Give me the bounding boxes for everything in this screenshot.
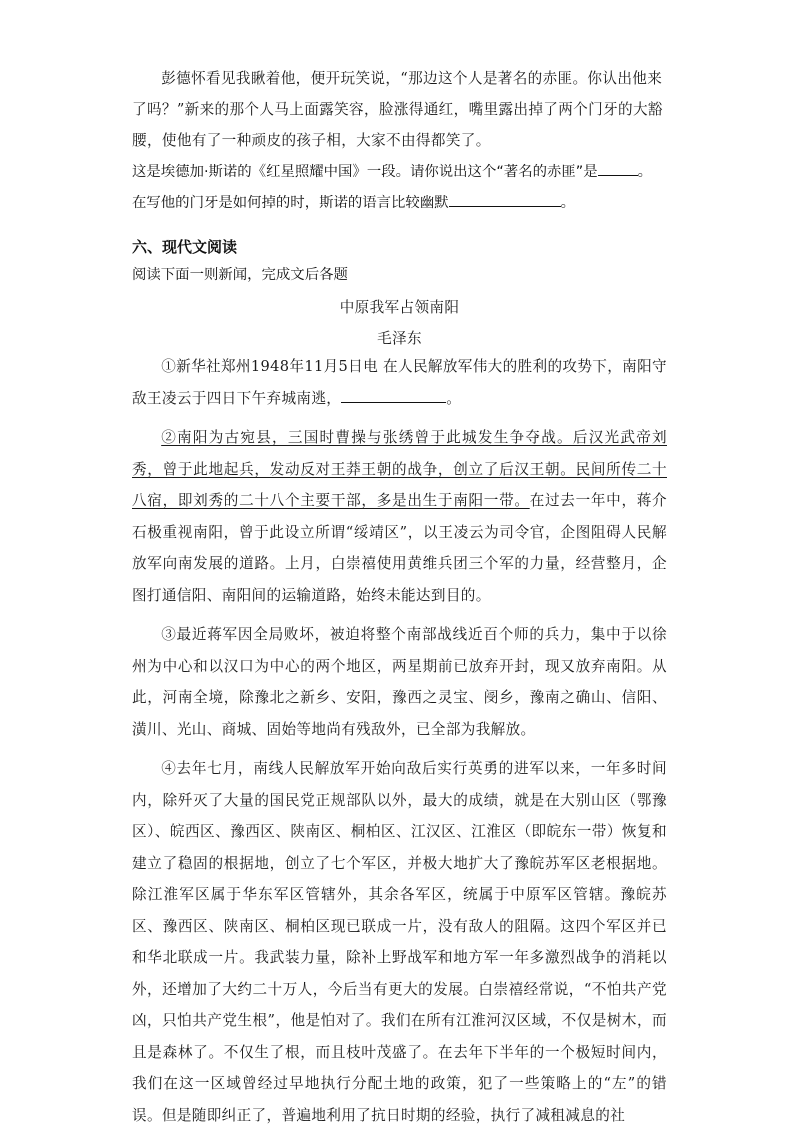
section-instruction: 阅读下面一则新闻，完成文后各题 <box>132 267 348 283</box>
quoted-passage-text: 彭德怀看见我瞅着他，便开玩笑说，“那边这个人是著名的赤匪。你认出他来了吗？”新来的那个人马上面露笑容，脸涨得通红，嘴里露出掉了两个门牙的大豁腰，使他有了一种顽皮的孩子相，大家不由得都笑了。 <box>132 70 663 149</box>
paragraph-2-rest: 在过去一年中，蒋介石极重视南阳，曾于此设立所谓“绥靖区”，以王凌云为司令官，企图阻碍人民解放军向南发展的道路。上月，白崇禧使用黄维兵团三个军的力量，经营整月，企图打通信阳、南阳间的运输道路，始终未能达到目的。 <box>132 492 667 604</box>
paragraph-1-end: 。 <box>446 389 462 407</box>
question-1-end: 。 <box>637 164 653 180</box>
paragraph-4: ④去年七月，南线人民解放军开始向敌后实行英勇的进军以来，一年多时间内，除歼灭了大量的国民党正规部队以外，最大的成绩，就是在大别山区（鄂豫区）、皖西区、豫西区、陕南区、桐柏区、江汉区、江淮区（即皖东一带）恢复和建立了稳固的根据地，创立了七个军区，并极大地扩大了豫皖苏军区老根据地。除江淮军区属于华东军区管辖外，其余各军区，统属于中原军区管辖。豫皖苏区、豫西区、陕南区、桐柏区现已联成一片，没有敌人的阻隔。这四个军区并已和华北联成一片。我武装力量，除补上野战军和地方军一年多激烈战争的消耗以外，还增加了大约二十万人，今后当有更大的发展。白崇禧经常说，“不怕共产党凶，只怕共产党生根”，他是怕对了。我们在所有江淮河汉区域，不仅是树木，而且是森林了。不仅生了根，而且枝叶茂盛了。在去年下半年的一个极短时间内，我们在这一区域曾经过早地执行分配土地的政策，犯了一些策略上的“左”的错误。但是随即纠正了，普遍地利用了抗日时期的经验，执行了减租减息的社 <box>132 760 667 1124</box>
paragraph-1-text: ①新华社郑州1948年11月5日电 在人民解放军伟大的胜利的攻势下，南阳守敌王凌云于四日下午弃城南逃， <box>132 358 667 407</box>
article-author: 毛泽东 <box>377 330 422 347</box>
paragraph-2 <box>132 422 667 611</box>
question-line-1 <box>132 160 652 181</box>
question-1-text: 这是埃德加·斯诺的《红星照耀中国》一段。请你说出这个“著名的赤匪”是 <box>132 164 598 180</box>
article-title: 中原我军占领南阳 <box>339 299 460 316</box>
paragraph-2-underlined: ②南阳为古宛县，三国时曹操与张绣曾于此城发生争夺战。后汉光武帝刘秀，曾于此地起兵，发动反对王莽王朝的战争，创立了后汉王朝。民间所传二十八宿，即刘秀的二十八个主要干部，多是出生于南阳一带。 <box>132 429 667 509</box>
answer-blank-3[interactable] <box>341 388 446 403</box>
paragraph-1 <box>132 351 667 414</box>
quoted-passage <box>132 63 667 156</box>
question-2-text: 在写他的门牙是如何掉的时，斯诺的语言比较幽默 <box>132 195 449 211</box>
answer-blank-1[interactable] <box>598 161 638 176</box>
question-line-2 <box>132 191 575 212</box>
question-2-end: 。 <box>560 195 576 211</box>
section-heading: 六、现代文阅读 <box>132 238 238 256</box>
paragraph-3: ③最近蒋军因全局败坏，被迫将整个南部战线近百个师的兵力，集中于以徐州为中心和以汉口为中心的两个地区，两星期前已放弃开封，现又放弃南阳。从此，河南全境，除豫北之新乡、安阳，豫西之灵宝、阌乡，豫南之确山、信阳、潢川、光山、商城、固始等地尚有残敌外，已全部为我解放。 <box>132 626 667 738</box>
answer-blank-2[interactable] <box>449 192 561 207</box>
article-body <box>132 351 667 1131</box>
